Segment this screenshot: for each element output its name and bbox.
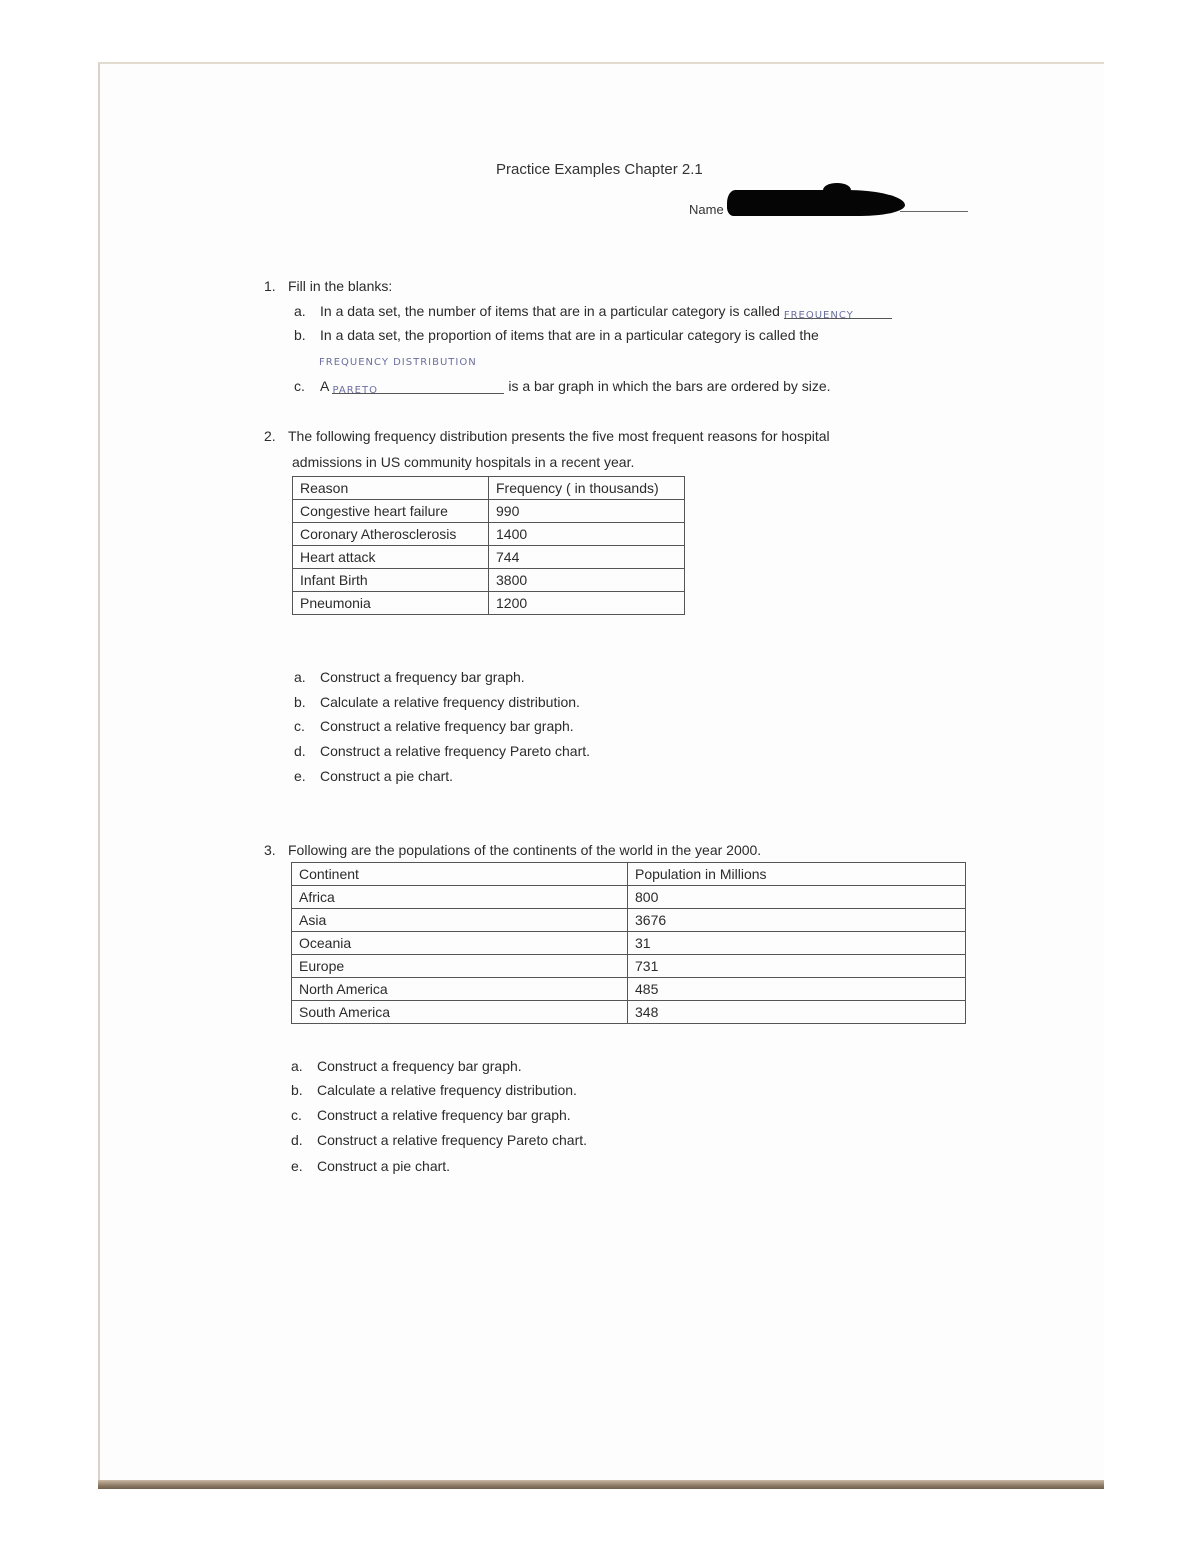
task-text: Calculate a relative frequency distribution. [317,1082,577,1098]
task-letter: e. [294,768,306,784]
redacted-name-mark [823,183,851,197]
redacted-name [727,190,905,216]
table-header-row [292,863,966,886]
table-cell: Congestive heart failure [293,500,489,523]
table-header-row [293,477,685,500]
table-row [292,1001,966,1024]
task-letter: a. [291,1058,303,1074]
table-cell: North America [292,978,628,1001]
table-row [292,955,966,978]
list-item [291,1082,577,1098]
q3-number: 3. [264,842,276,858]
table-cell: 1400 [489,523,685,546]
task-letter: e. [291,1158,303,1174]
table-header-cell: Population in Millions [628,863,966,886]
list-item [291,1107,571,1123]
table-cell: Infant Birth [293,569,489,592]
table-cell: South America [292,1001,628,1024]
table-cell: Africa [292,886,628,909]
list-item [291,1158,450,1174]
table-cell: 31 [628,932,966,955]
table-cell: Pneumonia [293,592,489,615]
list-item [294,743,590,759]
q1-c-letter: c. [294,378,305,394]
table-row [293,523,685,546]
table-cell: Europe [292,955,628,978]
q3-heading [264,842,761,858]
list-item [294,669,525,685]
q1-c-blank[interactable] [332,380,504,394]
task-letter: c. [294,718,305,734]
table-header-cell: Reason [293,477,489,500]
table-row [293,546,685,569]
list-item [291,1058,522,1074]
list-item [294,718,574,734]
q2-line1: The following frequency distribution presents the five most frequent reasons for hospital [288,428,830,444]
table-cell: Coronary Atherosclerosis [293,523,489,546]
task-letter: d. [291,1132,303,1148]
table-row [293,500,685,523]
task-letter: b. [294,694,306,710]
table-cell: 800 [628,886,966,909]
task-letter: b. [291,1082,303,1098]
table-row [293,569,685,592]
q1-number: 1. [264,278,276,294]
task-text: Construct a relative frequency Pareto chart. [320,743,591,759]
q1-a-answer: FREQUENCY [783,310,854,321]
q1-c-answer: PARETO [332,385,378,396]
list-item [294,694,580,710]
q2-table [292,476,685,615]
name-label: Name [689,202,724,217]
paper-bottom-edge [98,1480,1104,1489]
q1-heading [264,278,392,294]
task-letter: c. [291,1107,302,1123]
q2-number: 2. [264,428,276,444]
task-text: Construct a pie chart. [320,768,454,784]
q1-c-prefix: A [320,378,329,394]
table-cell: Heart attack [293,546,489,569]
q2-heading [264,428,830,444]
table-cell: 348 [628,1001,966,1024]
q1-b-answer: FREQUENCY DISTRIBUTION [319,357,477,368]
table-row [292,909,966,932]
task-text: Construct a frequency bar graph. [317,1058,522,1074]
table-header-cell: Continent [292,863,628,886]
q1-c-text: is a bar graph in which the bars are ordered by size. [508,378,831,394]
task-letter: d. [294,743,306,759]
page-title: Practice Examples Chapter 2.1 [496,161,703,178]
q1-b-letter: b. [294,327,306,343]
table-row [292,932,966,955]
q1-a-letter: a. [294,303,306,319]
name-underline [900,211,968,212]
task-letter: a. [294,669,306,685]
table-row [292,978,966,1001]
task-text: Calculate a relative frequency distribution. [320,694,580,710]
table-header-cell: Frequency ( in thousands) [489,477,685,500]
q3-line1: Following are the populations of the continents of the world in the year 2000. [288,842,762,858]
table-cell: 485 [628,978,966,1001]
table-cell: Oceania [292,932,628,955]
task-text: Construct a frequency bar graph. [320,669,525,685]
table-row [292,886,966,909]
q1-a-text: In a data set, the number of items that are in a particular category is called [320,303,780,319]
table-cell: 3676 [628,909,966,932]
task-text: Construct a relative frequency bar graph. [320,718,574,734]
paper-sheet [98,62,1104,1488]
table-cell: Asia [292,909,628,932]
task-text: Construct a relative frequency Pareto chart. [317,1132,588,1148]
list-item [291,1132,587,1148]
q1-prompt: Fill in the blanks: [288,278,393,294]
q2-line2: admissions in US community hospitals in a recent year. [292,454,635,470]
q1-b-text: In a data set, the proportion of items that are in a particular category is called the [320,327,819,343]
table-row [293,592,685,615]
task-text: Construct a relative frequency bar graph. [317,1107,571,1123]
table-cell: 990 [489,500,685,523]
q1-a [294,303,892,319]
table-cell: 3800 [489,569,685,592]
task-text: Construct a pie chart. [317,1158,451,1174]
table-cell: 1200 [489,592,685,615]
q1-a-blank[interactable] [784,305,892,319]
q1-b [294,327,819,343]
table-cell: 731 [628,955,966,978]
list-item [294,768,453,784]
q1-c [294,378,831,394]
table-cell: 744 [489,546,685,569]
q3-table [291,862,966,1024]
